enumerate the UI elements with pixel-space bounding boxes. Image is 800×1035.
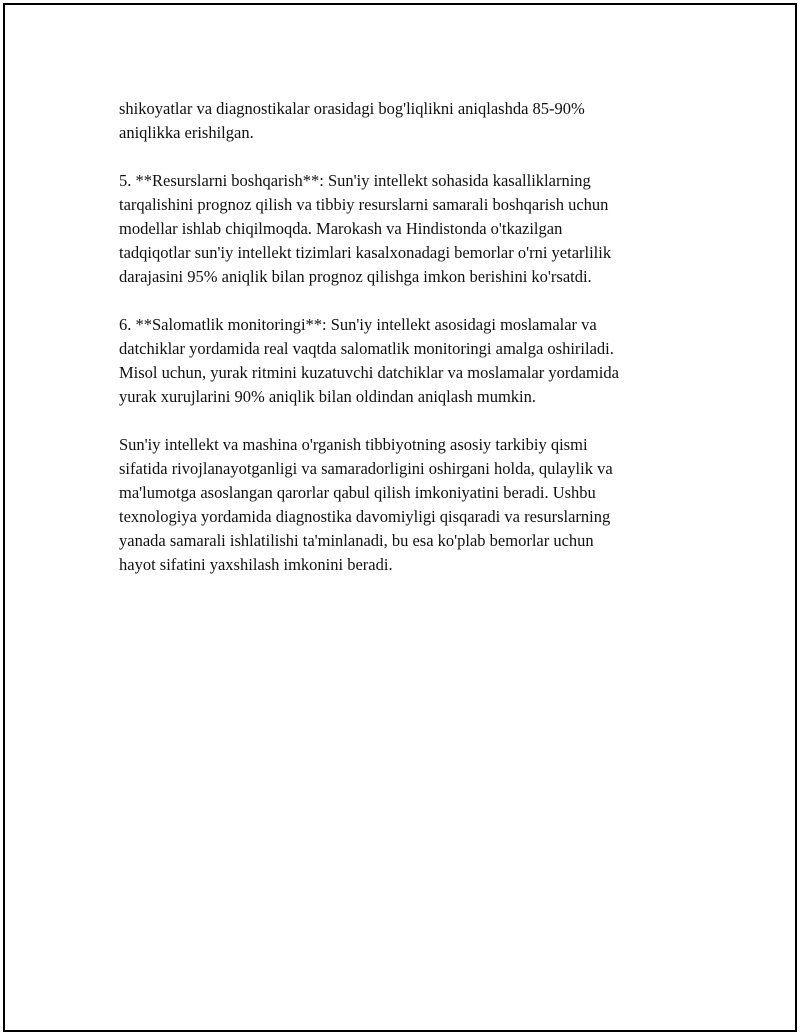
paragraph-resource-management [119, 169, 689, 289]
document-page [3, 3, 797, 1032]
paragraph-continuation [119, 97, 689, 145]
text-line: sifatida rivojlanayotganligi va samaradorligini oshirgani holda, qulaylik va [119, 459, 613, 478]
text-line: 5. **Resurslarni boshqarish**: Sun'iy intellekt sohasida kasalliklarning [119, 171, 591, 190]
text-line: Misol uchun, yurak ritmini kuzatuvchi datchiklar va moslamalar yordamida [119, 363, 619, 382]
text-line: shikoyatlar va diagnostikalar orasidagi bog'liqlikni aniqlashda 85-90% [119, 99, 585, 118]
text-line: texnologiya yordamida diagnostika davomiyligi qisqaradi va resurslarning [119, 507, 611, 526]
text-line: aniqlikka erishilgan. [119, 123, 254, 142]
text-line: 6. **Salomatlik monitoringi**: Sun'iy intellekt asosidagi moslamalar va [119, 315, 597, 334]
text-line: modellar ishlab chiqilmoqda. Marokash va Hindistonda o'tkazilgan [119, 219, 563, 238]
text-line: ma'lumotga asoslangan qarorlar qabul qilish imkoniyatini beradi. Ushbu [119, 483, 596, 502]
text-line: datchiklar yordamida real vaqtda salomatlik monitoringi amalga oshiriladi. [119, 339, 614, 358]
document-body [119, 97, 689, 601]
text-line: darajasini 95% aniqlik bilan prognoz qilishga imkon berishini ko'rsatdi. [119, 267, 592, 286]
text-line: tarqalishini prognoz qilish va tibbiy resurslarni samarali boshqarish uchun [119, 195, 609, 214]
paragraph-conclusion [119, 433, 689, 577]
text-line: yanada samarali ishlatilishi ta'minlanadi, bu esa ko'plab bemorlar uchun [119, 531, 594, 550]
text-line: yurak xurujlarini 90% aniqlik bilan oldindan aniqlash mumkin. [119, 387, 537, 406]
text-line: Sun'iy intellekt va mashina o'rganish tibbiyotning asosiy tarkibiy qismi [119, 435, 588, 454]
text-line: hayot sifatini yaxshilash imkonini beradi. [119, 555, 393, 574]
paragraph-health-monitoring [119, 313, 689, 409]
text-line: tadqiqotlar sun'iy intellekt tizimlari kasalxonadagi bemorlar o'rni yetarlilik [119, 243, 612, 262]
